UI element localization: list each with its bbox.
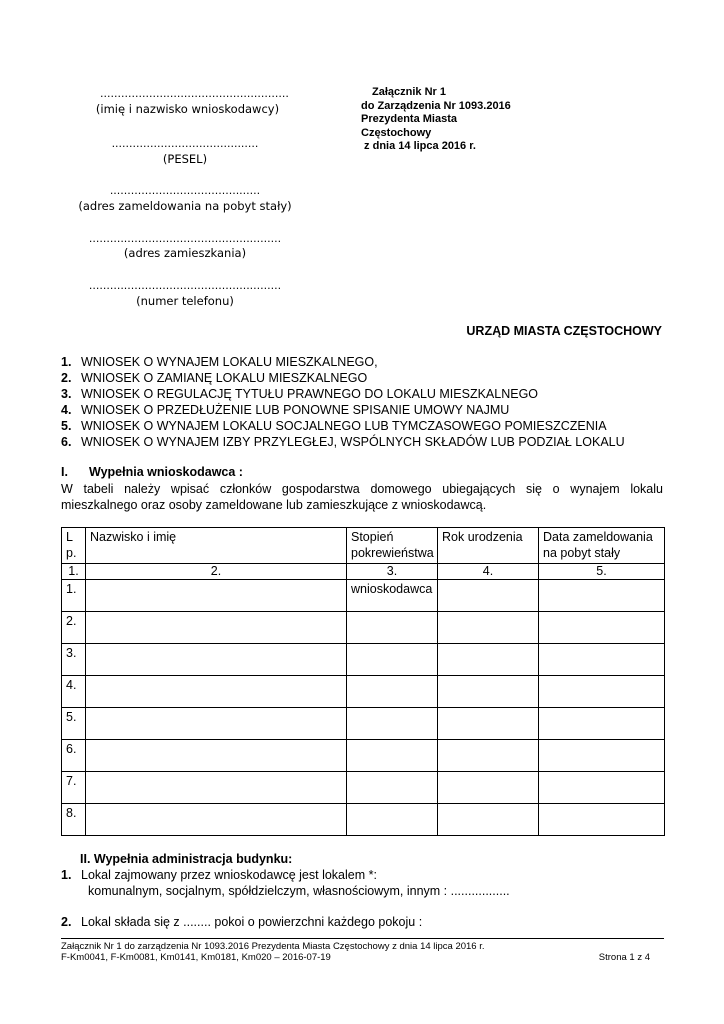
- registration-date-cell[interactable]: [539, 580, 665, 612]
- attachment-line-4: Częstochowy: [361, 126, 432, 139]
- row-lp: 8.: [62, 804, 86, 836]
- birth-year-cell[interactable]: [438, 708, 539, 740]
- name-label: (imię i nazwisko wnioskodawcy): [95, 102, 280, 116]
- pesel-dots[interactable]: ..........................................: [111, 137, 259, 150]
- header-lp: Lp.: [62, 528, 86, 564]
- name-cell[interactable]: [86, 772, 347, 804]
- request-item: 3. WNIOSEK O REGULACJĘ TYTUŁU PRAWNEGO DO LOKALU MIESZKALNEGO: [61, 387, 539, 401]
- row-lp: 3.: [62, 644, 86, 676]
- request-item: 2. WNIOSEK O ZAMIANĘ LOKALU MIESZKALNEGO: [61, 371, 368, 385]
- section-1-title: Wypełnia wnioskodawca :: [89, 465, 243, 479]
- name-cell[interactable]: [86, 676, 347, 708]
- section-1-number: I.: [61, 465, 68, 479]
- name-dots[interactable]: ......................................................: [100, 87, 289, 100]
- residence-address-label: (adres zamieszkania): [123, 246, 247, 260]
- relation-cell[interactable]: [347, 804, 438, 836]
- header-name: Nazwisko i imię: [86, 528, 347, 564]
- table-row: [62, 772, 665, 804]
- relation-cell[interactable]: wnioskodawca: [347, 580, 438, 612]
- registration-date-cell[interactable]: [539, 740, 665, 772]
- table-header-row: [62, 528, 665, 564]
- name-cell[interactable]: [86, 644, 347, 676]
- birth-year-cell[interactable]: [438, 644, 539, 676]
- col-number: 2.: [86, 564, 347, 580]
- registered-address-dots[interactable]: ...........................................: [109, 184, 261, 197]
- section-2-title: II. Wypełnia administracja budynku:: [80, 852, 293, 866]
- name-cell[interactable]: [86, 740, 347, 772]
- household-table: [61, 527, 665, 836]
- birth-year-cell[interactable]: [438, 676, 539, 708]
- name-cell[interactable]: [86, 612, 347, 644]
- table-row: [62, 612, 665, 644]
- request-item: 4. WNIOSEK O PRZEDŁUŻENIE LUB PONOWNE SPISANIE UMOWY NAJMU: [61, 403, 510, 417]
- footer-line-2: F-Km0041, F-Km0081, Km0141, Km0181, Km020 – 2016-07-19: [61, 952, 331, 963]
- table-number-row: [62, 564, 665, 580]
- attachment-line-2: do Zarządzenia Nr 1093.2016: [361, 99, 511, 112]
- registration-date-cell[interactable]: [539, 772, 665, 804]
- header-relation: Stopień pokrewieństwa: [347, 528, 438, 564]
- col-number: 1.: [62, 564, 86, 580]
- row-lp: 4.: [62, 676, 86, 708]
- col-number: 3.: [347, 564, 438, 580]
- attachment-line-3: Prezydenta Miasta: [361, 113, 457, 125]
- section-2-item-1: 1. Lokal zajmowany przez wnioskodawcę jest lokalem *:: [61, 868, 377, 882]
- name-cell[interactable]: [86, 804, 347, 836]
- page-number: Strona 1 z 4: [598, 952, 650, 963]
- registration-date-cell[interactable]: [539, 708, 665, 740]
- row-lp: 7.: [62, 772, 86, 804]
- row-lp: 1.: [62, 580, 86, 612]
- pesel-label: (PESEL): [162, 152, 208, 166]
- col-number: 4.: [438, 564, 539, 580]
- row-lp: 6.: [62, 740, 86, 772]
- section-1-heading: [61, 465, 243, 479]
- registration-date-cell[interactable]: [539, 804, 665, 836]
- attachment-line-1: Załącznik Nr 1: [372, 86, 446, 98]
- row-lp: 2.: [62, 612, 86, 644]
- header-registration-date: Data zameldowania na pobyt stały: [539, 528, 665, 564]
- residence-address-dots[interactable]: .......................................................: [88, 232, 282, 245]
- birth-year-cell[interactable]: [438, 804, 539, 836]
- registration-date-cell[interactable]: [539, 644, 665, 676]
- relation-cell[interactable]: [347, 644, 438, 676]
- birth-year-cell[interactable]: [438, 580, 539, 612]
- section-2-item-2: 2. Lokal składa się z ........ pokoi o powierzchni każdego pokoju :: [61, 915, 423, 929]
- table-row: [62, 676, 665, 708]
- table-row: [62, 580, 665, 612]
- phone-dots[interactable]: .......................................................: [88, 279, 282, 292]
- header-birth-year: Rok urodzenia: [438, 528, 539, 564]
- attachment-header: [361, 86, 561, 154]
- relation-cell[interactable]: [347, 740, 438, 772]
- request-item: 5. WNIOSEK O WYNAJEM LOKALU SOCJALNEGO LUB TYMCZASOWEGO POMIESZCZENIA: [61, 419, 607, 433]
- request-list: [61, 354, 681, 450]
- registered-address-label: (adres zameldowania na pobyt stały): [78, 199, 292, 213]
- table-row: [62, 740, 665, 772]
- office-title: URZĄD MIASTA CZĘSTOCHOWY: [466, 324, 662, 338]
- birth-year-cell[interactable]: [438, 772, 539, 804]
- phone-label: (numer telefonu): [136, 294, 234, 308]
- name-cell[interactable]: [86, 580, 347, 612]
- request-item: 6. WNIOSEK O WYNAJEM IZBY PRZYLEGŁEJ, WSPÓLNYCH SKŁADÓW LUB PODZIAŁ LOKALU: [61, 435, 625, 449]
- table-row: [62, 644, 665, 676]
- row-lp: 5.: [62, 708, 86, 740]
- attachment-line-5: z dnia 14 lipca 2016 r.: [361, 140, 476, 152]
- name-cell[interactable]: [86, 708, 347, 740]
- footer-divider: [61, 938, 664, 939]
- birth-year-cell[interactable]: [438, 740, 539, 772]
- footer-line-1: Załącznik Nr 1 do zarządzenia Nr 1093.2016 Prezydenta Miasta Częstochowy z dnia 14 lipca 2016 r.: [61, 941, 485, 952]
- registration-date-cell[interactable]: [539, 676, 665, 708]
- col-number: 5.: [539, 564, 665, 580]
- request-item: 1. WNIOSEK O WYNAJEM LOKALU MIESZKALNEGO,: [61, 355, 378, 369]
- birth-year-cell[interactable]: [438, 612, 539, 644]
- registration-date-cell[interactable]: [539, 612, 665, 644]
- section-2-item-1-options[interactable]: komunalnym, socjalnym, spółdzielczym, własnościowym, innym : .................: [88, 884, 510, 898]
- relation-cell[interactable]: [347, 612, 438, 644]
- table-row: [62, 804, 665, 836]
- table-row: [62, 708, 665, 740]
- relation-cell[interactable]: [347, 708, 438, 740]
- relation-cell[interactable]: [347, 772, 438, 804]
- relation-cell[interactable]: [347, 676, 438, 708]
- section-1-intro: W tabeli należy wpisać członków gospodarstwa domowego ubiegających się o wynajem lokalu mieszkalnego oraz osoby zameldowane lub zamieszkujące z wnioskodawcą.: [61, 482, 663, 512]
